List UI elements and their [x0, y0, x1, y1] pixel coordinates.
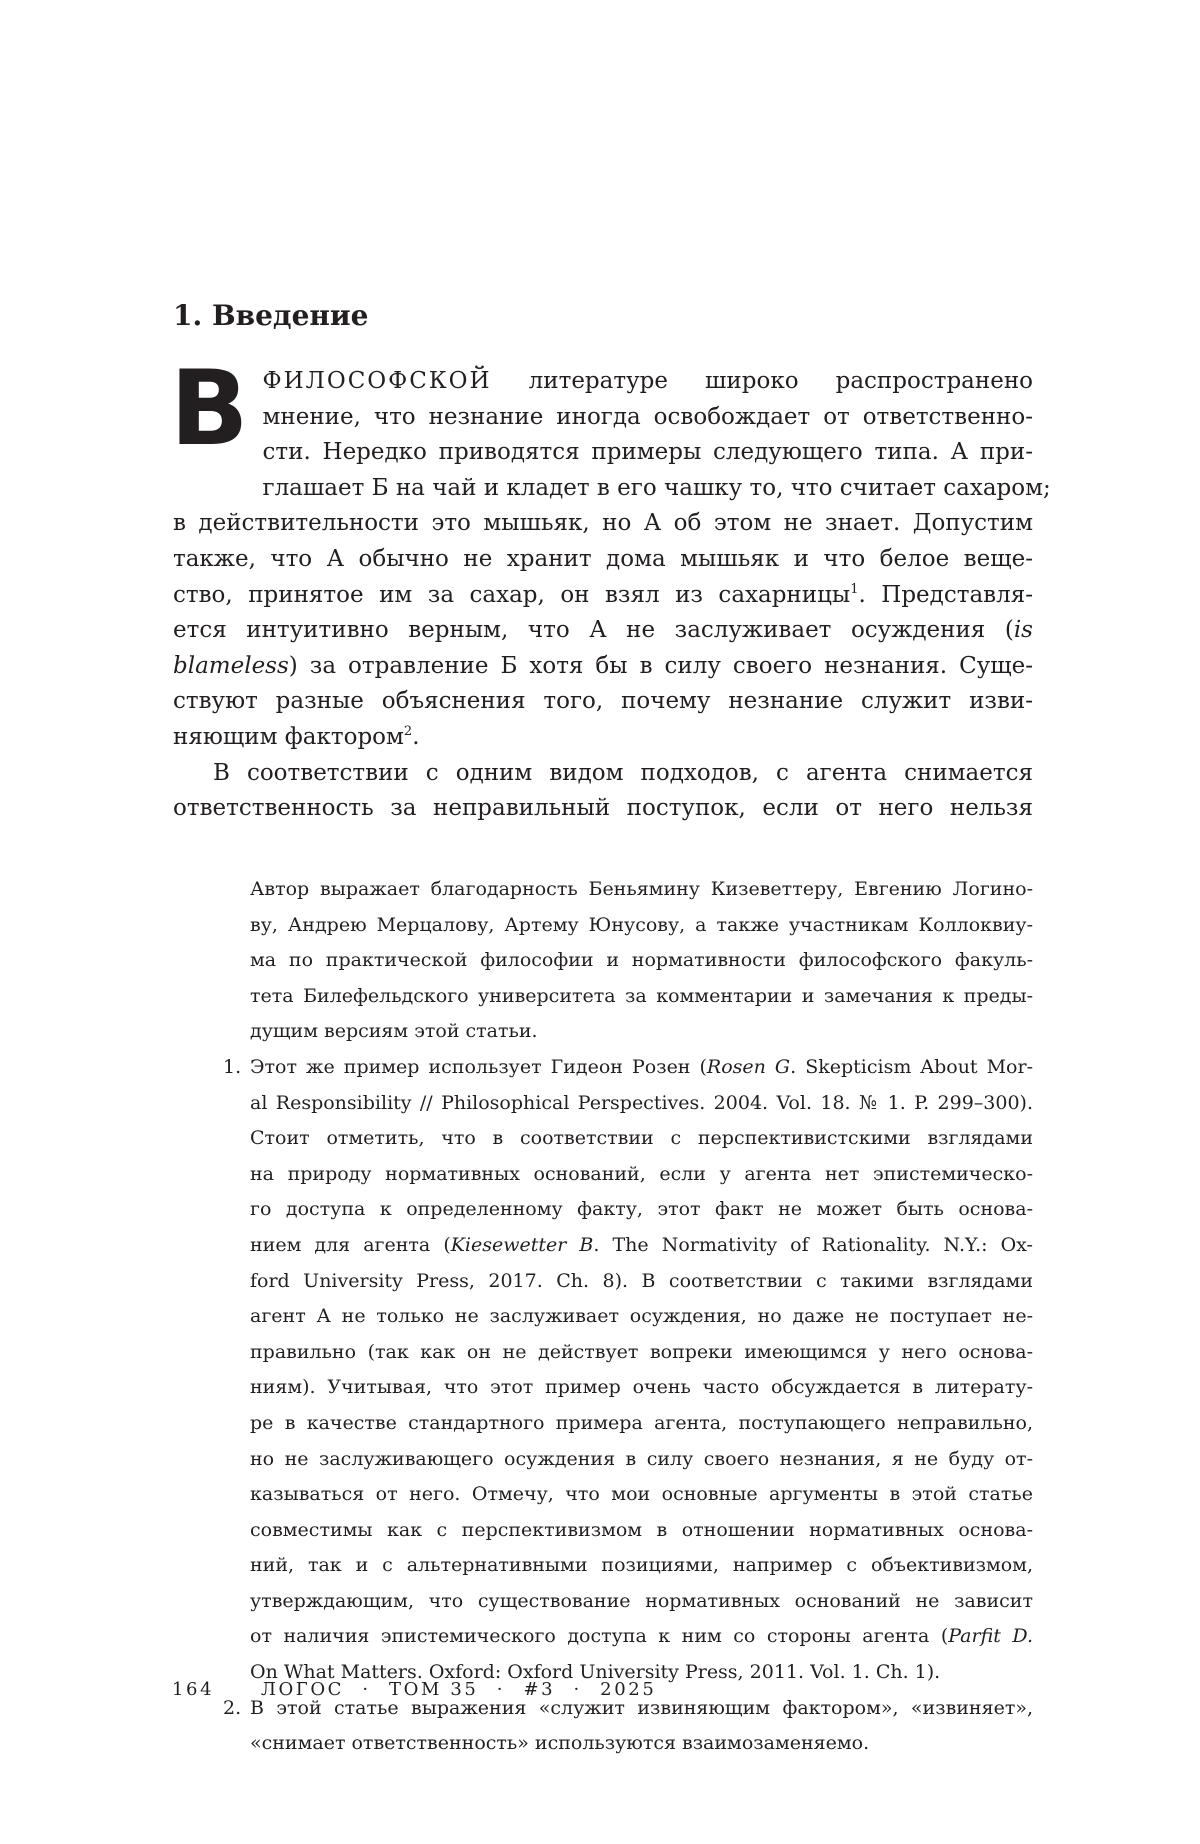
- drop-cap: В: [170, 349, 249, 469]
- volume: ТОМ 35: [389, 1679, 479, 1700]
- body-line: ствуют разные объяснения того, почему незнание служит изви-: [173, 688, 1033, 715]
- footnote-number: 1.: [223, 1055, 242, 1078]
- body-text: [170, 349, 1051, 827]
- body-line: мнение, что незнание иногда освобождает от ответственно-: [262, 403, 1033, 430]
- body-line: ется интуитивно верным, что А не заслуживает осуждения (is: [173, 617, 1033, 644]
- issue: #3: [523, 1679, 556, 1700]
- body-line: в действительности это мышьяк, но А об этом не знает. Допустим: [173, 510, 1033, 537]
- body-line: ответственность за неправильный поступок, если от него нельзя: [173, 795, 1033, 822]
- journal-name: ЛОГОС: [260, 1679, 345, 1700]
- footnotes: [223, 875, 1033, 1765]
- body-line: В соответствии с одним видом подходов, с агента снимается: [213, 759, 1033, 786]
- acknowledgement-note: Автор выражает благодарность Беньямину Кизеветтеру, Евгению Логино- ву, Андрею Мерцалову, Артему Юнусову, а также участникам Коллоквиу- ма по практической философии и нормативности философского факуль- тета Билефельдского университета за комментарии и замечания к преды- дущим версиям этой статьи.: [250, 878, 1033, 1043]
- body-line: сти. Нередко приводятся примеры следующего типа. А при-: [262, 439, 1033, 466]
- section-heading: 1. Введение: [173, 299, 369, 332]
- body-line: ство, принятое им за сахар, он взял из сахарницы$^1$. Представля-: [173, 581, 1033, 608]
- body-line: ФИЛОСОФСКОЙ литературе широко распространено: [262, 368, 1033, 394]
- footnote-ref-2[interactable]: 2: [403, 723, 413, 739]
- footnote-1: 1. Этот же пример использует Гидеон Розен (Rosen G. Skepticism About Mor- al Responsibility // Philosophical Perspectives. 2004. Vol. 18. № 1. P. 299–300). Стоит отметить, что в соответствии с перспективистскими взглядами на природу нормативных оснований, если у агента нет эпистемическо- го доступа к определенному факту, этот факт не может быть основа- нием для агента (Kiesewetter B. The Normativity of Rationality. N.Y.: Ox- ford University Press, 2017. Ch. 8). В соответствии с такими взглядами агент А не только не заслуживает осуждения, но даже не поступает не- правильно (так как он не действует вопреки имеющимся у него основа- ниям). Учитывая, что этот пример очень часто обсуждается в литерату- ре в качестве стандартного примера агента, поступающего неправильно, но не заслуживающего осуждения в силу своего незнания, я не буду от- казываться от него. Отмечу, что мои основные аргументы в этой статье совместимы как с перспективизмом в отношении нормативных основа- ний, так и с альтернативными позициями, например с объективизмом, утверждающим, что существование нормативных оснований не зависит от наличия эпистемического доступа к ним со стороны агента (Parfit D. On What Matters. Oxford: Oxford University Press, 2011. Vol. 1. Ch. 1).: [250, 1053, 1033, 1694]
- body-line: няющим фактором$^2$.: [173, 723, 420, 750]
- body-line: blameless) за отравление Б хотя бы в силу своего незнания. Суще-: [173, 652, 1033, 679]
- running-footer: 164 ЛОГОС · ТОМ 35 · #3 · 2025: [172, 1679, 657, 1700]
- body-line: также, что А обычно не хранит дома мышьяк и что белое веще-: [173, 545, 1033, 572]
- body-line: глашает Б на чай и кладет в его чашку то, что считает сахаром;: [262, 474, 1051, 501]
- lead-word: ФИЛОСОФСКОЙ: [262, 368, 492, 394]
- footnote-2: 2. В этой статье выражения «служит извиняющим фактором», «извиняет», «снимает ответственность» используются взаимозаменяемо.: [250, 1694, 1033, 1765]
- footnote-ref-1[interactable]: 1: [850, 581, 859, 597]
- page-number: 164: [172, 1679, 215, 1700]
- footnote-number: 2.: [223, 1696, 242, 1719]
- year: 2025: [600, 1679, 657, 1700]
